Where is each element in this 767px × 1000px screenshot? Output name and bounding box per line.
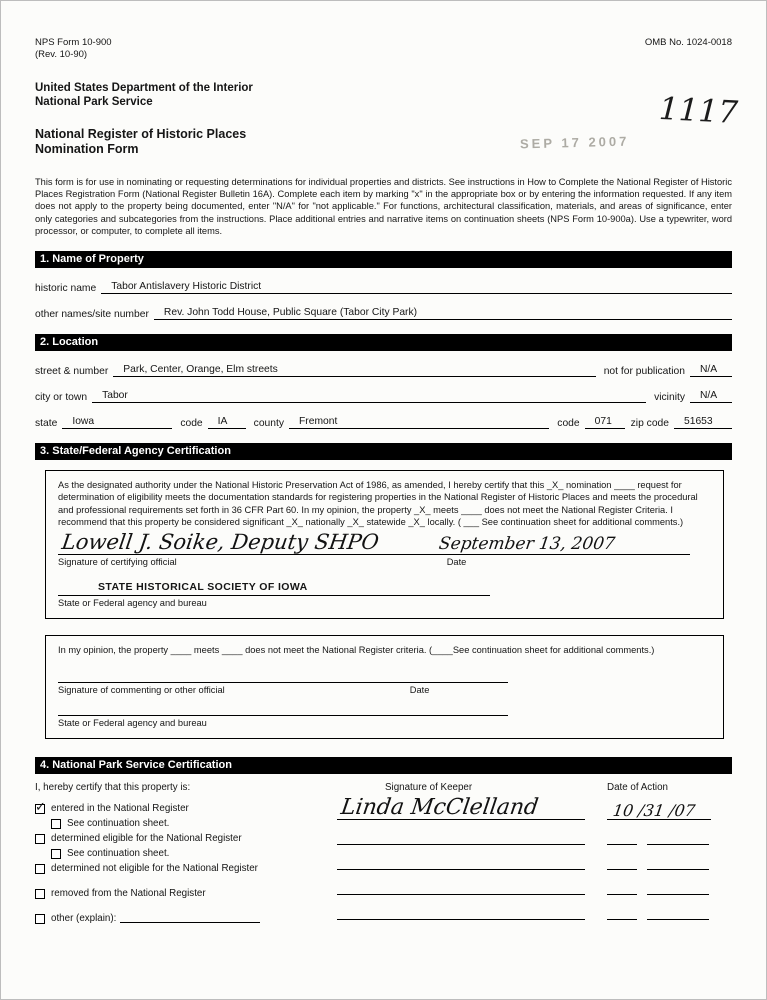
vicinity-field: N/A [690,390,732,403]
date-blank-row [607,820,735,845]
commenting-official-box [45,635,724,739]
state-certification-box [45,470,724,619]
historic-name-label: historic name [35,283,97,295]
signature-of-keeper-label: Signature of Keeper [385,782,473,794]
keeper-blank-line [337,845,585,870]
commenting-signature-rule [58,682,508,683]
checkbox-row-not-eligible [35,863,335,874]
city-label: city or town [35,392,88,404]
keeper-blank-line [337,820,585,845]
checkbox-row-determined-eligible [35,833,335,844]
county-field: Fremont [289,416,549,429]
date-of-action-handwritten: 10 /31 /07 [611,801,697,821]
continuation-1-label: See continuation sheet. [67,818,170,830]
form-instructions: This form is for use in nominating or requesting determinations for individual properties and districts. See instructions in How to Complete the National Register of Historic Places Registration Form (National Register Bulletin 16A). Complete each item by marking "x" in the appropriate box or by entering the information requested. If any item does not apply to the property being documented, enter "N/A" for "not applicable." For functions, architectural classification, materials, and areas of significance, enter only categories and subcategories from the instructions. Place additional entries and narrative items on continuation sheets (NPS Form 10-900a). Use a typewriter, word processor, or computer, to complete all items. [35,176,732,236]
city-field: Tabor [92,390,646,403]
county-label: county [253,418,285,430]
continuation-2-label: See continuation sheet. [67,848,170,860]
keeper-blank-line [337,895,585,920]
form-title-line1: National Register of Historic Places [35,126,247,141]
checkbox-row-removed [35,888,335,899]
determined-eligible-label: determined eligible for the National Register [51,833,242,845]
nps-certify-intro: I, hereby certify that this property is: [35,782,191,794]
park-service-line: National Park Service [35,96,153,109]
historic-name-field: Tabor Antislavery Historic District [101,281,732,294]
other-label: other (explain): [51,913,117,925]
opinion-statement: In my opinion, the property ____ meets ____ does not meet the National Register criteria. (____See continuation sheet for additional comments.) [58,645,655,656]
keeper-blank-line [337,870,585,895]
commenting-agency-label: State or Federal agency and bureau [58,718,207,729]
section-4-header: 4. National Park Service Certification [35,757,732,774]
not-for-publication-label: not for publication [603,366,685,378]
state-historical-society-name: STATE HISTORICAL SOCIETY OF IOWA [98,581,308,594]
removed-checkbox [35,889,45,899]
state-code-field: IA [208,416,246,429]
form-number: NPS Form 10-900 [35,37,112,48]
section-3-header: 3. State/Federal Agency Certification [35,443,732,460]
state-label: state [35,418,58,430]
not-eligible-checkbox [35,864,45,874]
checkbox-row-continuation-2 [51,848,335,859]
street-field: Park, Center, Orange, Elm streets [113,364,595,377]
zip-label: zip code [630,418,669,430]
entered-checkbox [35,799,46,815]
date-blank-row [607,845,735,870]
other-names-label: other names/site number [35,309,149,321]
agency-rule [58,595,490,596]
check-mark: ✓ [35,799,46,815]
signature-of-certifying-official-label: Signature of certifying official [58,557,177,568]
department-line: United States Department of the Interior [35,81,253,94]
section-1-header: 1. Name of Property [35,251,732,268]
form-title-line2: Nomination Form [35,142,139,157]
zip-field: 51653 [674,416,732,429]
state-code-label: code [180,418,203,430]
checkbox-row-other [35,913,335,924]
other-explain-rule [120,914,260,923]
date-blank-row [607,870,735,895]
omb-number: OMB No. 1024-0018 [644,37,732,48]
county-code-label: code [557,418,580,430]
continuation-1-checkbox [51,819,61,829]
signature-of-commenting-official-label: Signature of commenting or other official [58,685,225,696]
other-names-field: Rev. John Todd House, Public Square (Tabor City Park) [154,307,732,320]
certifying-official-signature: Lowell J. Soike, Deputy SHPO [60,530,381,555]
not-eligible-label: determined not eligible for the National Register [51,863,258,875]
section-2-header: 2. Location [35,334,732,351]
removed-label: removed from the National Register [51,888,206,900]
other-checkbox [35,914,45,924]
checkbox-row-entered [35,799,335,815]
form-revision: (Rev. 10-90) [35,48,88,60]
entered-label: entered in the National Register [51,803,189,815]
state-field: Iowa [62,416,172,429]
not-for-publication-field: N/A [690,364,732,377]
commenting-agency-rule [58,715,508,716]
certifying-date-handwritten: September 13, 2007 [437,534,616,555]
received-date-stamp: SEP 17 2007 [519,133,630,152]
continuation-2-checkbox [51,849,61,859]
determined-eligible-checkbox [35,834,45,844]
date-blank-row [607,895,735,920]
signature-rule [58,554,690,555]
handwritten-doc-number: 1117 [658,90,739,132]
date-label: Date [446,557,467,568]
certification-statement: As the designated authority under the National Historic Preservation Act of 1986, as amended, I hereby certify that this _X_ nomination ____ request for determination of eligibility meets the documentation standards for registering properties in the National Register of Historic Places and meets the procedural and professional requirements set forth in 36 CFR Part 60. In my opinion, the property _X_ meets ____ does not meet the National Register Criteria. I recommend that this property be considered significant _X_ nationally _X_ statewide _X_ locally. ( ___ See continuation sheet for additional comments.) [58,480,698,527]
commenting-date-label: Date [409,685,430,696]
county-code-field: 071 [585,416,625,429]
checkbox-row-continuation-1 [51,818,335,829]
date-of-action-label: Date of Action [607,782,668,794]
vicinity-label: vicinity [654,392,685,404]
street-label: street & number [35,366,109,378]
state-or-federal-agency-label: State or Federal agency and bureau [58,598,207,609]
keeper-signature: Linda McClelland [339,795,540,821]
